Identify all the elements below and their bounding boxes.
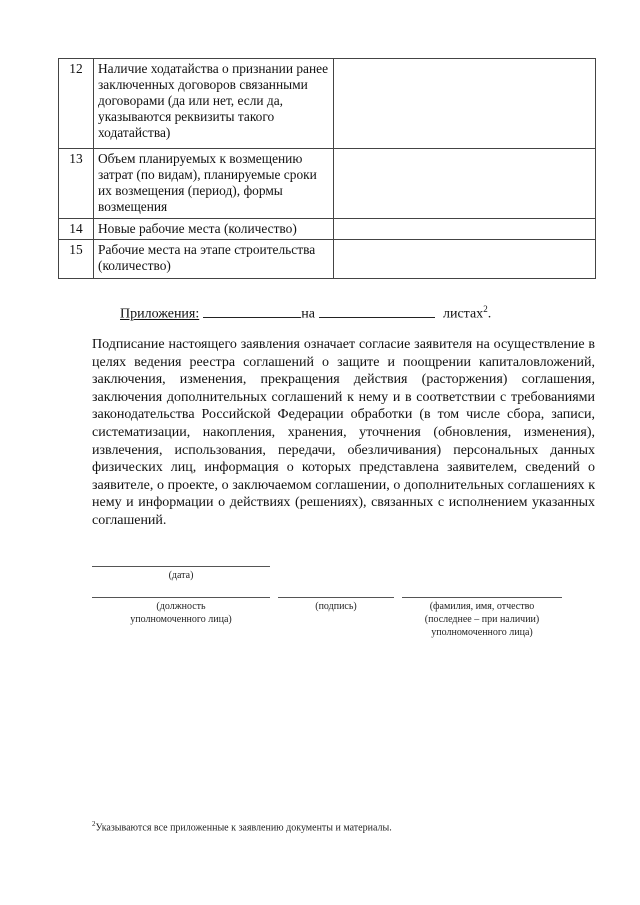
attachments-line: [120, 300, 600, 324]
attachments-end: .: [487, 306, 492, 322]
row-number: 12: [59, 59, 94, 149]
row-value-cell[interactable]: [334, 219, 596, 240]
row-number: 13: [59, 149, 94, 219]
row-number: 15: [59, 240, 94, 279]
row-number: 14: [59, 219, 94, 240]
table-row: [59, 219, 596, 240]
position-line[interactable]: [92, 597, 270, 598]
application-table: [58, 58, 596, 279]
footnote-text: Указываются все приложенные к заявлению документы и материалы.: [95, 822, 392, 834]
row-value-cell[interactable]: [334, 149, 596, 219]
table-row: [59, 149, 596, 219]
consent-paragraph: Подписание настоящего заявления означает согласие заявителя на осуществление в целях ведения реестра соглашений о защите и поощрении капиталовложений, заключения, изменения, прекращения действия (расторжения) соглашения, заключения дополнительных соглашений к нему и в соответствии с требованиями законодательства Российской Федерации обработки (в том числе сбора, записи, систематизации, накопления, хранения, уточнения (обновления, изменения), извлечения, использования, передачи, обезличивания) персональных данных физических лиц, информация о которых представлена заявителем, сведений о заявителе, о проекте, о заключаемом соглашении, о дополнительных соглашениях к нему и информации о действиях (решениях), связанных с исполнением указанных соглашений.: [92, 337, 595, 528]
name-caption: (фамилия, имя, отчество (последнее – при наличии) уполномоченного лица): [424, 601, 540, 638]
footnote-ref: 2: [483, 304, 488, 314]
attachments-sheets-word: листах: [442, 306, 484, 322]
row-value-cell[interactable]: [334, 240, 596, 279]
attachments-label: Приложения:: [120, 306, 200, 322]
footnote: [92, 818, 592, 834]
signature-caption: (подпись): [315, 601, 357, 612]
row-label: Новые рабочие места (количество): [94, 219, 334, 240]
attachments-on-word: на: [301, 306, 315, 322]
row-value-cell[interactable]: [334, 59, 596, 149]
footnote-mark: 2: [92, 820, 96, 828]
row-label: Рабочие места на этапе строительства (количество): [94, 240, 334, 279]
position-caption: (должность уполномоченного лица): [130, 601, 232, 625]
row-label: Наличие ходатайства о признании ранее заключенных договоров связанными договорами (да или нет, если да, указываются реквизиты такого ходатайства): [94, 59, 334, 149]
table-row: [59, 240, 596, 279]
table-row: [59, 59, 596, 149]
sheets-count-blank[interactable]: [319, 304, 435, 318]
name-line[interactable]: [402, 597, 562, 598]
row-label: Объем планируемых к возмещению затрат (по видам), планируемые сроки их возмещения (период), формы возмещения: [94, 149, 334, 219]
signature-line[interactable]: [278, 597, 394, 598]
date-caption: (дата): [168, 570, 194, 581]
date-line[interactable]: [92, 566, 270, 567]
attachments-blank[interactable]: [203, 304, 301, 318]
